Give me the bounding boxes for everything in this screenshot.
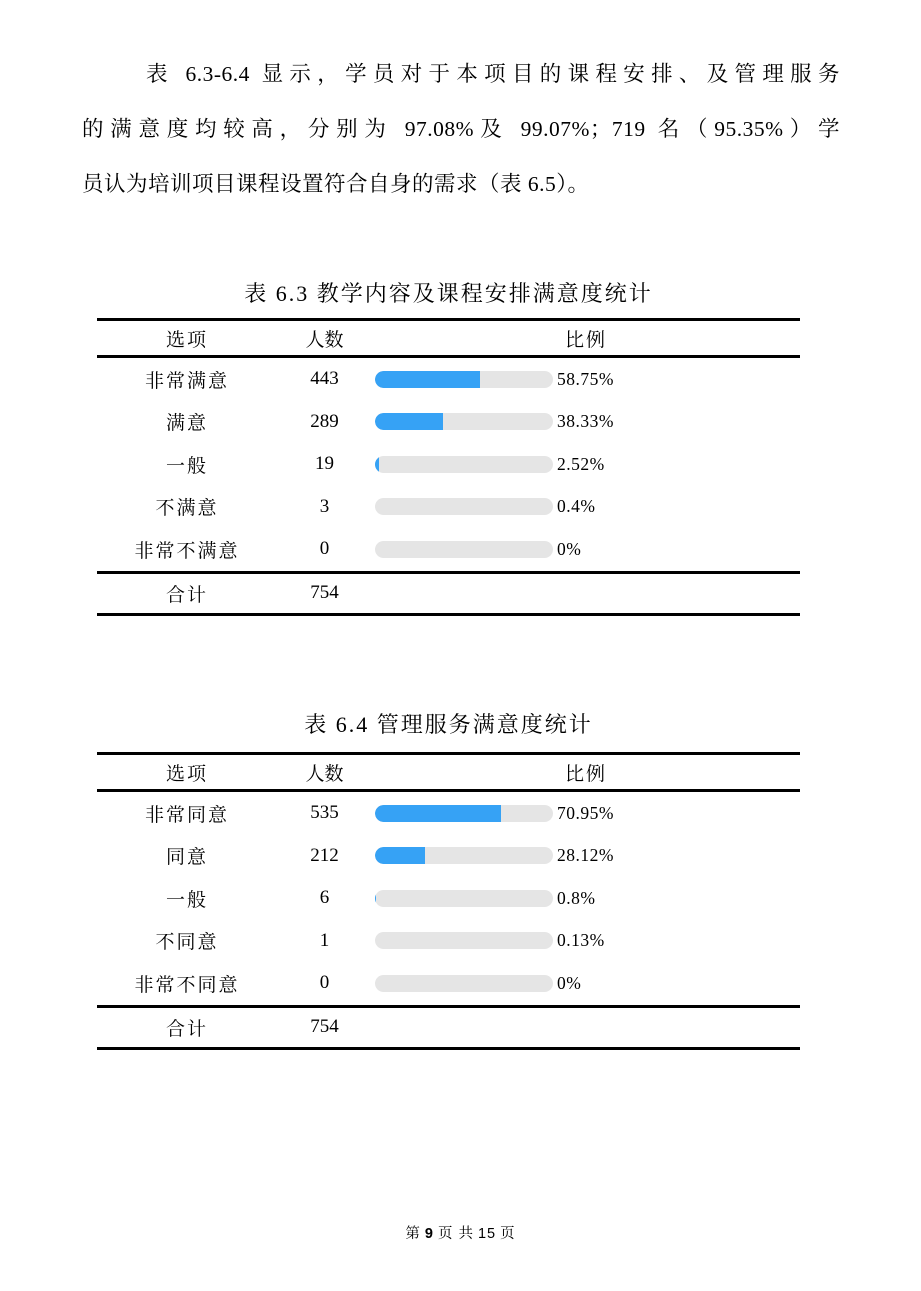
total-page-number: 15 [477,1226,497,1242]
option-label: 同意 [165,847,208,869]
percent-bar-fill [375,805,501,822]
total-label: 合计 [165,1018,208,1040]
table-6-3-section [97,280,800,616]
table-row [97,528,800,571]
table-6-4 [97,752,800,1050]
percent-bar-fill [375,413,443,430]
percent-bar-track [375,371,553,388]
percent-label: 2.52% [557,453,605,474]
footer-prefix: 第 [405,1226,421,1242]
paragraph-line-3: 员认为培训项目课程设置符合自身的需求（表 6.5）。 [82,172,590,196]
percent-label: 58.75% [557,368,614,389]
count-value: 0 [319,538,330,560]
count-value: 535 [310,802,339,824]
table-row [97,792,800,835]
percent-label: 0.4% [557,496,596,517]
count-value: 0 [319,972,330,994]
column-header-option: 选项 [165,763,208,785]
percent-bar-track [375,541,553,558]
column-header-count: 人数 [305,763,344,785]
option-label: 一般 [165,889,208,911]
ratio-cell [372,369,800,390]
body-paragraph [82,47,840,212]
count-value: 3 [319,495,330,517]
option-label: 非常不满意 [134,540,240,562]
percent-bar-track [375,890,553,907]
percent-label: 0.8% [557,887,596,908]
percent-bar-fill [375,456,379,473]
ratio-cell [372,888,800,909]
column-header-ratio: 比例 [564,329,607,351]
page-footer [0,1222,921,1243]
percent-bar-track [375,975,553,992]
percent-bar-track [375,932,553,949]
percent-label: 70.95% [557,802,614,823]
table-row [97,486,800,529]
total-label: 合计 [165,584,208,606]
percent-bar-track [375,498,553,515]
table-6-3-title: 表 6.3 教学内容及课程安排满意度统计 [244,281,653,306]
paragraph-line-1: 表 6.3-6.4 显示，学员对于本项目的课程安排、及管理服务 [146,62,840,86]
total-count: 754 [310,582,339,603]
table-row [97,443,800,486]
table-row [97,920,800,963]
table-6-3 [97,318,800,616]
option-label: 满意 [165,413,208,435]
ratio-cell [372,454,800,475]
count-value: 1 [319,929,330,951]
percent-label: 0% [557,972,582,993]
count-value: 443 [310,368,339,390]
count-value: 6 [319,887,330,909]
option-label: 不同意 [155,932,219,954]
percent-label: 0.13% [557,930,605,951]
count-value: 212 [310,844,339,866]
percent-bar-fill [375,890,376,907]
table-body [97,358,800,571]
percent-bar-track [375,805,553,822]
percent-bar-track [375,413,553,430]
option-label: 非常不同意 [134,974,240,996]
table-total-row [97,571,800,613]
option-label: 不满意 [155,498,219,520]
table-6-4-title: 表 6.4 管理服务满意度统计 [304,712,593,737]
count-value: 289 [310,410,339,432]
current-page-number: 9 [424,1226,434,1242]
ratio-cell [372,845,800,866]
table-total-row [97,1005,800,1047]
table-6-4-section [97,711,800,1050]
column-header-count: 人数 [305,329,344,351]
footer-middle: 页 共 [437,1226,474,1242]
table-row [97,877,800,920]
table-header-row [97,755,800,792]
ratio-cell [372,973,800,994]
ratio-cell [372,803,800,824]
paragraph-line-2: 的满意度均较高，分别为 97.08%及 99.07%；719 名（95.35%）学 [82,117,840,141]
total-count: 754 [310,1016,339,1037]
percent-label: 38.33% [557,411,614,432]
footer-suffix: 页 [500,1226,516,1242]
count-value: 19 [315,453,334,475]
option-label: 一般 [165,455,208,477]
ratio-cell [372,539,800,560]
percent-bar-track [375,847,553,864]
percent-bar-fill [375,371,480,388]
ratio-cell [372,496,800,517]
column-header-option: 选项 [165,329,208,351]
table-row [97,835,800,878]
option-label: 非常满意 [144,370,229,392]
column-header-ratio: 比例 [564,763,607,785]
table-row [97,962,800,1005]
percent-bar-fill [375,847,425,864]
table-row [97,401,800,444]
percent-bar-track [375,456,553,473]
ratio-cell [372,411,800,432]
option-label: 非常同意 [144,804,229,826]
ratio-cell [372,930,800,951]
percent-label: 28.12% [557,845,614,866]
table-row [97,358,800,401]
percent-label: 0% [557,538,582,559]
table-header-row [97,321,800,358]
table-body [97,792,800,1005]
